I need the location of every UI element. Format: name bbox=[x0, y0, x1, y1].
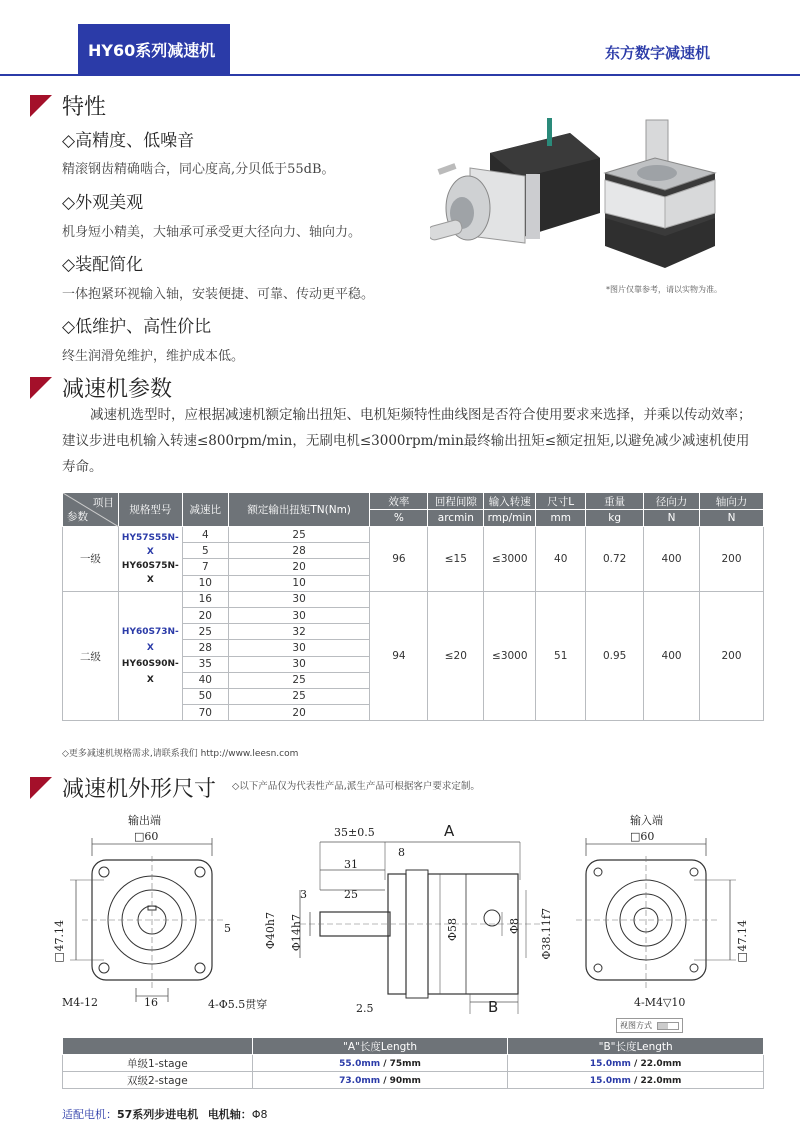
output-square-dim: □60 bbox=[134, 830, 159, 843]
side-25-dim: 25 bbox=[344, 888, 358, 901]
section-marker-icon bbox=[30, 377, 52, 399]
input-end-drawing bbox=[570, 830, 750, 1020]
side-b-label: B bbox=[488, 998, 499, 1016]
table-row: 5 28 bbox=[63, 543, 764, 559]
photo-note: *图片仅靠参考，请以实物为准。 bbox=[606, 285, 722, 294]
table-row: 25 32 bbox=[63, 624, 764, 640]
corner-cell: 项目 参数 bbox=[63, 493, 119, 527]
table-row: 70 20 bbox=[63, 705, 764, 721]
feature-heading: ◇高精度、低噪音 bbox=[62, 131, 195, 151]
side-phi38-dim: Φ38.11f7 bbox=[540, 908, 553, 960]
input-holes-dim: 4-M4▽10 bbox=[634, 996, 686, 1009]
side-phi8-dim: Φ8 bbox=[508, 918, 521, 935]
feature-heading: ◇装配简化 bbox=[62, 255, 144, 275]
output-thread-dim: M4-12 bbox=[62, 996, 98, 1009]
output-end-drawing bbox=[60, 830, 240, 1020]
section-marker-icon bbox=[30, 777, 52, 799]
output-16-dim: 16 bbox=[144, 996, 158, 1009]
side-length-dim: 35±0.5 bbox=[334, 826, 375, 839]
table-row: 单级1-stage 55.0mm / 75mm 15.0mm / 22.0mm bbox=[63, 1055, 764, 1072]
feature-heading: ◇外观美观 bbox=[62, 193, 144, 213]
side-phi14-dim: Φ14h7 bbox=[290, 914, 303, 952]
table-unit-row: % arcmin rmp/min mm kg N N bbox=[63, 510, 764, 527]
length-table bbox=[62, 1037, 764, 1089]
series-title: HY60系列减速机 bbox=[78, 24, 230, 76]
feature-text: 机身短小精美，大轴承可承受更大径向力、轴向力。 bbox=[62, 225, 362, 240]
table-row: 35 30 bbox=[63, 656, 764, 672]
features-section-title: 特性 bbox=[30, 90, 106, 121]
spec-table bbox=[62, 492, 764, 721]
output-holes-dim: 4-Φ5.5贯穿 bbox=[208, 998, 268, 1011]
side-2-5-dim: 2.5 bbox=[356, 1002, 374, 1015]
feature-text: 终生润滑免维护，维护成本低。 bbox=[62, 349, 245, 364]
input-end-label: 输入端 bbox=[630, 814, 663, 827]
side-a-label: A bbox=[444, 822, 455, 840]
product-photo bbox=[430, 118, 730, 288]
table-row: 二级 HY60S73N-X HY60S90N-X 16 30 94 ≤20 ≤3000 51 0.95 400 200 bbox=[63, 591, 764, 607]
output-small-dim: 5 bbox=[224, 922, 231, 935]
input-height-dim: □47.14 bbox=[736, 920, 749, 965]
side-8-dim: 8 bbox=[398, 846, 405, 859]
brand-name: 东方数字减速机 bbox=[604, 44, 710, 62]
side-phi58-dim: Φ58 bbox=[446, 918, 459, 942]
side-phi40-dim: Φ40h7 bbox=[264, 912, 277, 950]
side-3-dim: 3 bbox=[300, 888, 307, 901]
dimensions-section-title: 减速机外形尺寸 bbox=[30, 772, 216, 803]
view-mode-box: 视图方式 bbox=[616, 1018, 683, 1033]
table-row: 40 25 bbox=[63, 672, 764, 688]
table-row: 一级 HY57S55N-X HY60S75N-X 4 25 96 ≤15 ≤3000 40 0.72 400 200 bbox=[63, 527, 764, 543]
params-intro: 减速机选型时，应根据减速机额定输出扭矩、电机矩频特性曲线图是否符合使用要求来选择，并乘以传动效率；建议步进电机输入转速≤800rpm/min，无刷电机≤3000rpm/min最终输出扭矩≤额定扭矩,以避免减少减速机使用寿命。 bbox=[62, 407, 752, 475]
section-marker-icon bbox=[30, 95, 52, 117]
feature-text: 一体抱紧环视输入轴，安装便捷、可靠、传动更平稳。 bbox=[62, 287, 375, 302]
table-row: 20 30 bbox=[63, 607, 764, 623]
gearbox-angled-image bbox=[430, 118, 600, 243]
feature-text: 精滚钢齿精确啮合，同心度高,分贝低于55dB。 bbox=[62, 162, 335, 177]
params-section-title: 减速机参数 bbox=[30, 372, 172, 403]
footer-motor-info: 适配电机：57系列步进电机 电机轴：Φ8 bbox=[62, 1108, 268, 1121]
table-row: 双级2-stage 73.0mm / 90mm 15.0mm / 22.0mm bbox=[63, 1072, 764, 1089]
side-31-dim: 31 bbox=[344, 858, 358, 871]
output-end-label: 输出端 bbox=[128, 814, 161, 827]
side-view-drawing bbox=[270, 830, 570, 1020]
table-row: 7 20 bbox=[63, 559, 764, 575]
table-header-row: "A"长度Length "B"长度Length bbox=[63, 1038, 764, 1055]
gearbox-upright-image bbox=[605, 120, 715, 268]
more-info-link[interactable]: ◇更多减速机规格需求,请联系我们 http://www.leesn.com bbox=[62, 749, 299, 759]
view-symbol-icon bbox=[657, 1022, 679, 1030]
input-square-dim: □60 bbox=[630, 830, 655, 843]
table-row: 28 30 bbox=[63, 640, 764, 656]
feature-heading: ◇低维护、高性价比 bbox=[62, 317, 212, 337]
output-height-dim: □47.14 bbox=[53, 920, 66, 965]
table-row: 10 10 bbox=[63, 575, 764, 591]
dimensions-note: ◇以下产品仅为代表性产品,派生产品可根据客户要求定制。 bbox=[232, 781, 480, 792]
table-row: 50 25 bbox=[63, 688, 764, 704]
table-header-row: 项目 参数 规格型号 减速比 额定输出扭矩TN(Nm) 效率 回程间隙 输入转速 尺寸L 重量 径向力 轴向力 bbox=[63, 493, 764, 510]
